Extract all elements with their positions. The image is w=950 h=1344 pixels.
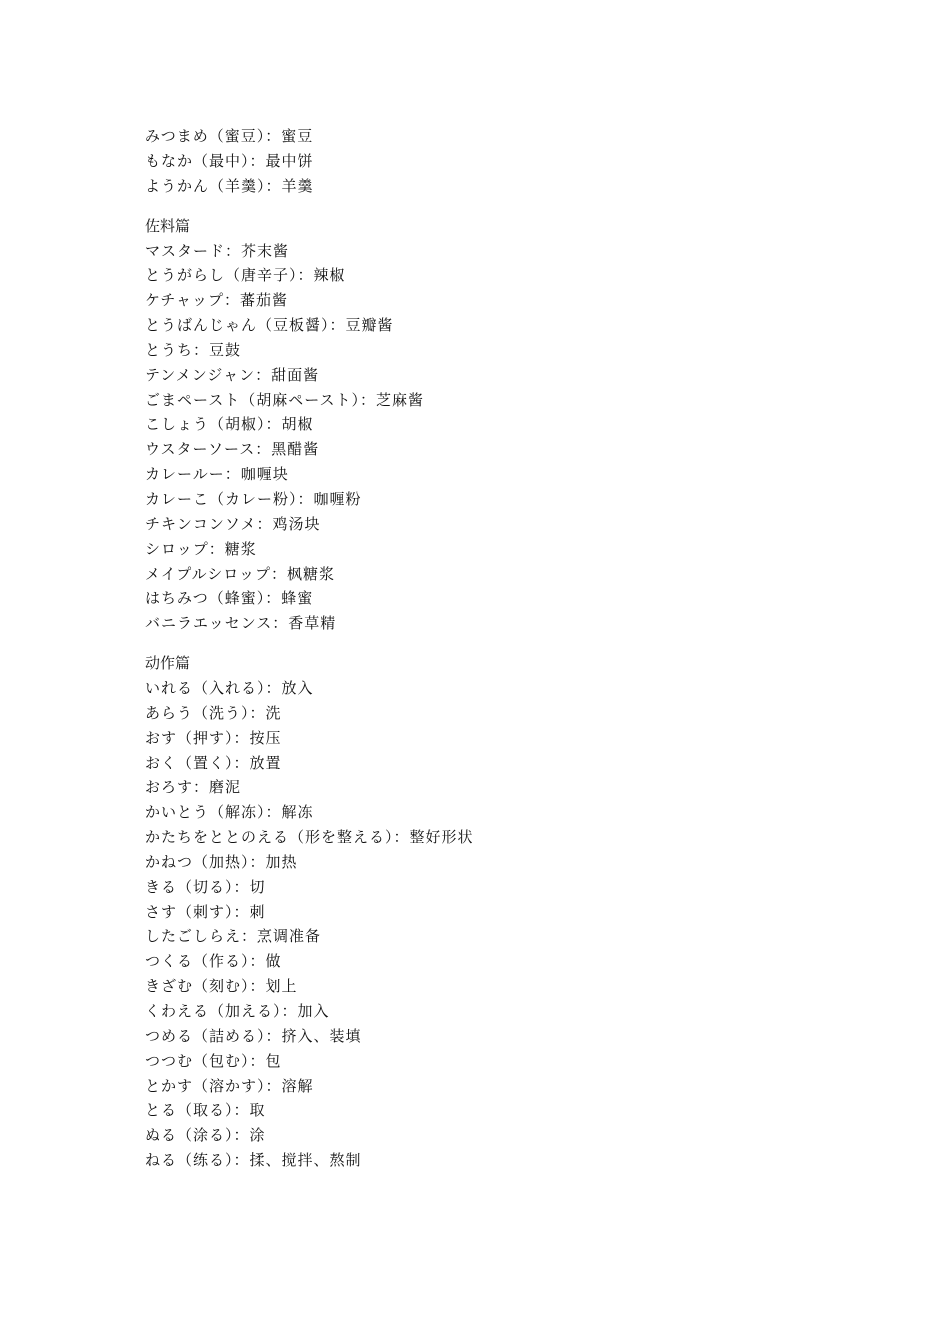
text-line: とうばんじゃん（豆板醤）：豆瓣酱: [145, 316, 394, 335]
text-line: メイプルシロップ：枫糖浆: [145, 564, 335, 583]
text-line: ねる（练る）：揉、搅拌、熬制: [145, 1151, 362, 1170]
text-line: とる（取る）：取: [145, 1101, 266, 1120]
text-line: したごしらえ：烹调准备: [145, 927, 322, 946]
text-line: ようかん（羊羹）：羊羹: [145, 176, 314, 195]
text-line: あらう（洗う）：洗: [145, 703, 282, 722]
text-line: ぬる（涂る）：涂: [145, 1126, 266, 1145]
document-page: [145, 124, 905, 1173]
text-line: かねつ（加热）：加热: [145, 852, 298, 871]
text-line: ウスターソース：黑醋酱: [145, 440, 320, 459]
section-condiments: [145, 214, 905, 637]
section-heading: 佐料篇: [145, 216, 191, 235]
text-line: とかす（溶かす）：溶解: [145, 1076, 314, 1095]
text-line: テンメンジャン：甜面酱: [145, 365, 320, 384]
text-line: みつまめ（蜜豆）：蜜豆: [145, 127, 314, 145]
text-line: つつむ（包む）：包: [145, 1051, 282, 1070]
text-line: さす（刺す）：刺: [145, 902, 266, 921]
text-line: おす（押す）：按压: [145, 728, 282, 747]
text-line: もなか（最中）：最中饼: [145, 151, 314, 170]
text-line: はちみつ（蜂蜜）：蜂蜜: [145, 589, 314, 608]
text-line: おろす：磨泥: [145, 778, 242, 797]
text-line: バニラエッセンス：香草精: [145, 614, 337, 633]
text-line: ケチャップ：蕃茄酱: [145, 291, 288, 310]
text-line: マスタード：芥末酱: [145, 241, 290, 260]
text-line: つくる（作る）：做: [145, 952, 282, 971]
text-line: かいとう（解冻）：解冻: [145, 803, 314, 822]
text-line: おく（置く）：放置: [145, 753, 282, 772]
text-line: とうち：豆鼓: [145, 340, 242, 359]
text-line: カレールー：咖喱块: [145, 465, 289, 484]
text-line: シロップ：糖浆: [145, 539, 257, 558]
text-line: きる（切る）：切: [145, 877, 266, 896]
text-line: くわえる（加える）：加入: [145, 1002, 330, 1020]
text-line: カレーこ（カレー粉）：咖喱粉: [145, 489, 362, 508]
text-line: かたちをととのえる（形を整える）：整好形状: [145, 828, 474, 847]
text-line: いれる（入れる）：放入: [145, 679, 314, 698]
text-line: きざむ（刻む）：划上: [145, 977, 298, 996]
text-line: こしょう（胡椒）：胡椒: [145, 415, 314, 434]
section-actions: [145, 651, 905, 1173]
text-line: ごまペースト（胡麻ペースト）：芝麻酱: [145, 390, 425, 409]
text-line: とうがらし（唐辛子）：辣椒: [145, 266, 346, 285]
text-line: チキンコンソメ：鸡汤块: [145, 514, 321, 533]
section-heading: 动作篇: [145, 654, 191, 673]
section-sweets: [145, 124, 905, 199]
text-line: つめる（詰める）：挤入、装填: [145, 1026, 362, 1045]
